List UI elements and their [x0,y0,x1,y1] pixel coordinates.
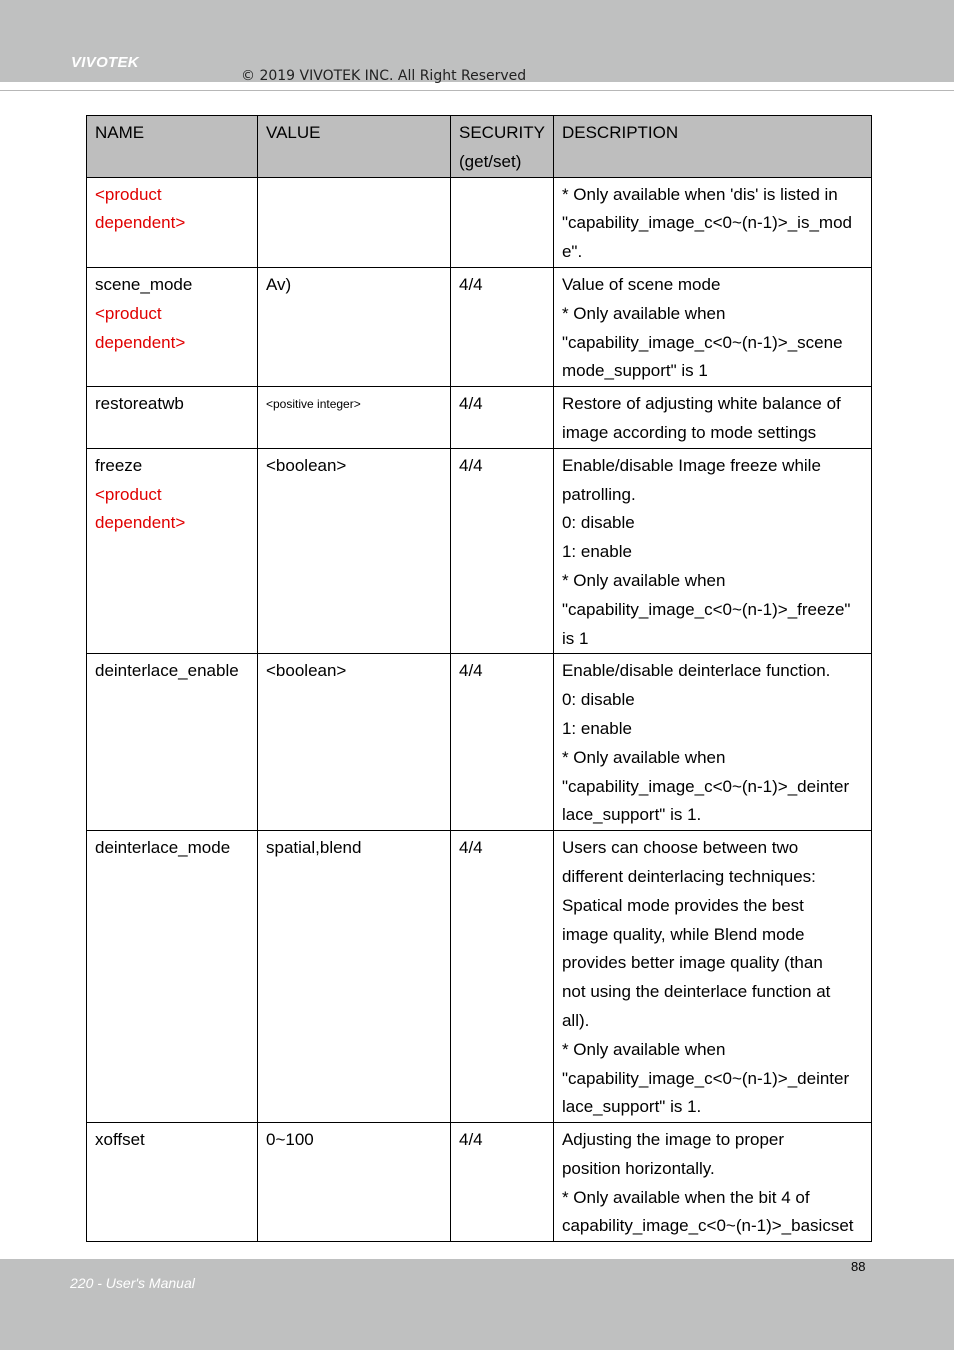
name-cell [87,654,258,831]
parameter-name: freeze [95,455,143,475]
table-row [87,654,872,831]
name-cell [87,1123,258,1242]
name-cell [87,387,258,449]
name-cell [87,177,258,267]
product-dependent-note: <product dependent> [95,484,186,533]
name-cell [87,448,258,654]
description-cell: Users can choose between two different deinterlacing techniques: Spatical mode provides the best image quality, while Blend mode provides better image quality (than not using the deinterlace function at all). * Only available when "capability_image_c<0~(n-1)>_deinter lace_support" is 1. [553,831,871,1123]
table-row [87,177,872,267]
value-cell: <positive integer> [258,387,451,449]
value-cell [258,177,451,267]
table-row [87,448,872,654]
footer-band [0,1259,954,1350]
description-cell: Restore of adjusting white balance of image according to mode settings [553,387,871,449]
column-header-name: NAME [87,116,258,178]
column-header-description: DESCRIPTION [553,116,871,178]
brand-logo: VIVOTEK [71,54,139,71]
security-cell: 4/4 [451,448,554,654]
name-cell [87,267,258,386]
table-row [87,831,872,1123]
security-cell: 4/4 [451,267,554,386]
parameter-name: xoffset [95,1130,145,1150]
value-cell: spatial,blend [258,831,451,1123]
security-cell: 4/4 [451,387,554,449]
parameter-name: deinterlace_mode [95,838,231,858]
description-cell: Adjusting the image to proper position horizontally. * Only available when the bit 4 of capability_image_c<0~(n-1)>_basicset [553,1123,871,1242]
header-divider [0,90,954,91]
table-header-row [87,116,872,178]
product-dependent-note: <product dependent> [95,303,186,352]
page-number: 88 [851,1259,866,1274]
value-cell: <boolean> [258,448,451,654]
table-row [87,387,872,449]
description-cell: Value of scene mode * Only available when "capability_image_c<0~(n-1)>_scene mode_support" is 1 [553,267,871,386]
description-cell: * Only available when 'dis' is listed in "capability_image_c<0~(n-1)>_is_mod e". [553,177,871,267]
parameter-name: scene_mode [95,274,193,294]
parameter-table [86,115,872,1242]
security-cell: 4/4 [451,831,554,1123]
description-cell: Enable/disable deinterlace function. 0: disable 1: enable * Only available when "capability_image_c<0~(n-1)>_deinter lace_support" is 1. [553,654,871,831]
table-row [87,1123,872,1242]
column-header-value: VALUE [258,116,451,178]
copyright-text: © 2019 VIVOTEK INC. All Right Reserved [241,68,527,84]
parameter-name: restoreatwb [95,394,184,414]
security-cell [451,177,554,267]
value-cell: Av) [258,267,451,386]
manual-page-label: 220 - User's Manual [70,1275,195,1291]
column-header-security: SECURITY (get/set) [451,116,554,178]
description-cell: Enable/disable Image freeze while patrolling. 0: disable 1: enable * Only available when "capability_image_c<0~(n-1)>_freeze" is 1 [553,448,871,654]
parameter-name: deinterlace_enable [95,661,239,681]
product-dependent-note: <product dependent> [95,184,186,233]
security-cell: 4/4 [451,1123,554,1242]
security-cell: 4/4 [451,654,554,831]
value-cell: <boolean> [258,654,451,831]
name-cell [87,831,258,1123]
value-cell: 0~100 [258,1123,451,1242]
table-row [87,267,872,386]
